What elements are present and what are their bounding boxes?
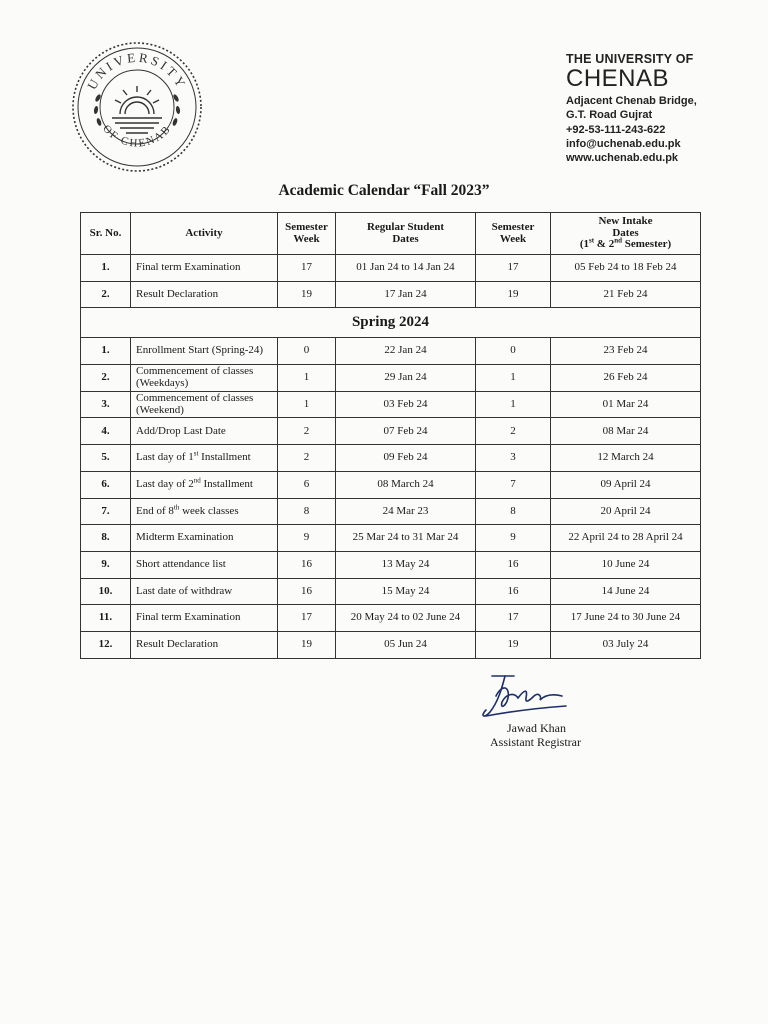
row-sr-no: 6. (81, 471, 131, 498)
seal-bottom-text: OF CHENAB (100, 122, 174, 150)
row-new-intake-dates: 20 April 24 (551, 498, 701, 525)
row-sr-no: 10. (81, 578, 131, 605)
row-regular-dates: 24 Mar 23 (336, 498, 476, 525)
address-line1: Adjacent Chenab Bridge, (566, 95, 697, 107)
row-sr-no: 7. (81, 498, 131, 525)
row-activity: Last day of 1st Installment (131, 445, 278, 472)
row-semester-week: 16 (278, 578, 336, 605)
row-activity: Commencement of classes (Weekdays) (131, 365, 278, 392)
row-semester-week: 17 (278, 255, 336, 282)
row-regular-dates: 01 Jan 24 to 14 Jan 24 (336, 255, 476, 282)
row-semester-week: 16 (278, 551, 336, 578)
spring-section-heading: Spring 2024 (81, 308, 701, 338)
row-semester-week-2: 8 (476, 498, 551, 525)
row-regular-dates: 20 May 24 to 02 June 24 (336, 605, 476, 632)
row-activity: Final term Examination (131, 605, 278, 632)
table-row (81, 418, 701, 445)
row-new-intake-dates: 05 Feb 24 to 18 Feb 24 (551, 255, 701, 282)
row-semester-week: 6 (278, 471, 336, 498)
row-sr-no: 1. (81, 255, 131, 282)
table-row (81, 551, 701, 578)
phone-number: +92-53-111-243-622 (566, 123, 666, 136)
seal-top-text: UNIVERSITY (84, 49, 190, 93)
row-sr-no: 11. (81, 605, 131, 632)
row-activity: Result Declaration (131, 281, 278, 308)
row-regular-dates: 07 Feb 24 (336, 418, 476, 445)
row-semester-week-2: 0 (476, 338, 551, 365)
row-activity: Short attendance list (131, 551, 278, 578)
row-semester-week: 8 (278, 498, 336, 525)
signatory-title: Assistant Registrar (490, 735, 581, 749)
row-regular-dates: 03 Feb 24 (336, 391, 476, 418)
row-semester-week-2: 16 (476, 551, 551, 578)
row-new-intake-dates: 03 July 24 (551, 631, 701, 658)
section-heading-row (81, 308, 701, 338)
row-sr-no: 5. (81, 445, 131, 472)
row-sr-no: 2. (81, 281, 131, 308)
row-new-intake-dates: 21 Feb 24 (551, 281, 701, 308)
row-new-intake-dates: 14 June 24 (551, 578, 701, 605)
document-title: Academic Calendar “Fall 2023” (278, 182, 490, 199)
header-semester-week-2: Semester Week (476, 213, 551, 255)
table-row (81, 525, 701, 552)
row-semester-week-2: 16 (476, 578, 551, 605)
row-activity: Enrollment Start (Spring-24) (131, 338, 278, 365)
row-new-intake-dates: 17 June 24 to 30 June 24 (551, 605, 701, 632)
table-row (81, 255, 701, 282)
signatory-name: Jawad Khan (507, 721, 566, 735)
row-regular-dates: 09 Feb 24 (336, 445, 476, 472)
row-new-intake-dates: 08 Mar 24 (551, 418, 701, 445)
table-header-row (81, 213, 701, 255)
university-seal-logo (70, 40, 204, 174)
row-regular-dates: 13 May 24 (336, 551, 476, 578)
header-new-intake-dates: New Intake Dates (1st & 2nd Semester) (551, 213, 701, 255)
svg-text:UNIVERSITY (84, 50, 190, 92)
row-sr-no: 8. (81, 525, 131, 552)
svg-text:OF CHENAB (100, 123, 174, 150)
row-semester-week: 19 (278, 631, 336, 658)
row-activity: Last date of withdraw (131, 578, 278, 605)
academic-calendar-table (80, 212, 701, 659)
row-semester-week: 0 (278, 338, 336, 365)
row-semester-week-2: 19 (476, 631, 551, 658)
row-sr-no: 3. (81, 391, 131, 418)
table-row (81, 445, 701, 472)
row-regular-dates: 17 Jan 24 (336, 281, 476, 308)
row-activity: Final term Examination (131, 255, 278, 282)
row-new-intake-dates: 10 June 24 (551, 551, 701, 578)
row-sr-no: 12. (81, 631, 131, 658)
table-row (81, 281, 701, 308)
row-activity: End of 8th week classes (131, 498, 278, 525)
row-sr-no: 4. (81, 418, 131, 445)
university-header (566, 52, 697, 165)
university-line1: THE UNIVERSITY OF (566, 52, 694, 66)
row-semester-week: 2 (278, 418, 336, 445)
website-url: www.uchenab.edu.pk (566, 152, 679, 165)
table-row (81, 631, 701, 658)
row-activity: Result Declaration (131, 631, 278, 658)
row-semester-week-2: 17 (476, 605, 551, 632)
row-new-intake-dates: 09 April 24 (551, 471, 701, 498)
row-sr-no: 2. (81, 365, 131, 392)
row-new-intake-dates: 12 March 24 (551, 445, 701, 472)
row-sr-no: 1. (81, 338, 131, 365)
header-sr-no: Sr. No. (81, 213, 131, 255)
table-row (81, 498, 701, 525)
table-row (81, 471, 701, 498)
row-semester-week-2: 1 (476, 391, 551, 418)
row-semester-week: 17 (278, 605, 336, 632)
row-regular-dates: 25 Mar 24 to 31 Mar 24 (336, 525, 476, 552)
table-row (81, 578, 701, 605)
row-sr-no: 9. (81, 551, 131, 578)
signature-mark (478, 672, 570, 724)
row-semester-week: 19 (278, 281, 336, 308)
row-new-intake-dates: 22 April 24 to 28 April 24 (551, 525, 701, 552)
row-new-intake-dates: 23 Feb 24 (551, 338, 701, 365)
row-semester-week: 9 (278, 525, 336, 552)
row-activity: Last day of 2nd Installment (131, 471, 278, 498)
row-regular-dates: 05 Jun 24 (336, 631, 476, 658)
header-regular-dates: Regular Student Dates (336, 213, 476, 255)
row-regular-dates: 22 Jan 24 (336, 338, 476, 365)
row-new-intake-dates: 26 Feb 24 (551, 365, 701, 392)
row-new-intake-dates: 01 Mar 24 (551, 391, 701, 418)
row-semester-week-2: 7 (476, 471, 551, 498)
row-activity: Midterm Examination (131, 525, 278, 552)
row-semester-week-2: 17 (476, 255, 551, 282)
row-semester-week: 1 (278, 391, 336, 418)
row-semester-week: 2 (278, 445, 336, 472)
row-semester-week-2: 3 (476, 445, 551, 472)
university-name: CHENAB (566, 65, 670, 92)
row-activity: Add/Drop Last Date (131, 418, 278, 445)
row-semester-week: 1 (278, 365, 336, 392)
row-regular-dates: 15 May 24 (336, 578, 476, 605)
row-semester-week-2: 19 (476, 281, 551, 308)
row-semester-week-2: 1 (476, 365, 551, 392)
table-row (81, 605, 701, 632)
table-row (81, 365, 701, 392)
row-regular-dates: 08 March 24 (336, 471, 476, 498)
email-address: info@uchenab.edu.pk (566, 137, 681, 150)
row-regular-dates: 29 Jan 24 (336, 365, 476, 392)
row-activity: Commencement of classes (Weekend) (131, 391, 278, 418)
table-row (81, 338, 701, 365)
header-semester-week: Semester Week (278, 213, 336, 255)
table-row (81, 391, 701, 418)
row-semester-week-2: 2 (476, 418, 551, 445)
address-line2: G.T. Road Gujrat (566, 109, 653, 122)
header-activity: Activity (131, 213, 278, 255)
row-semester-week-2: 9 (476, 525, 551, 552)
